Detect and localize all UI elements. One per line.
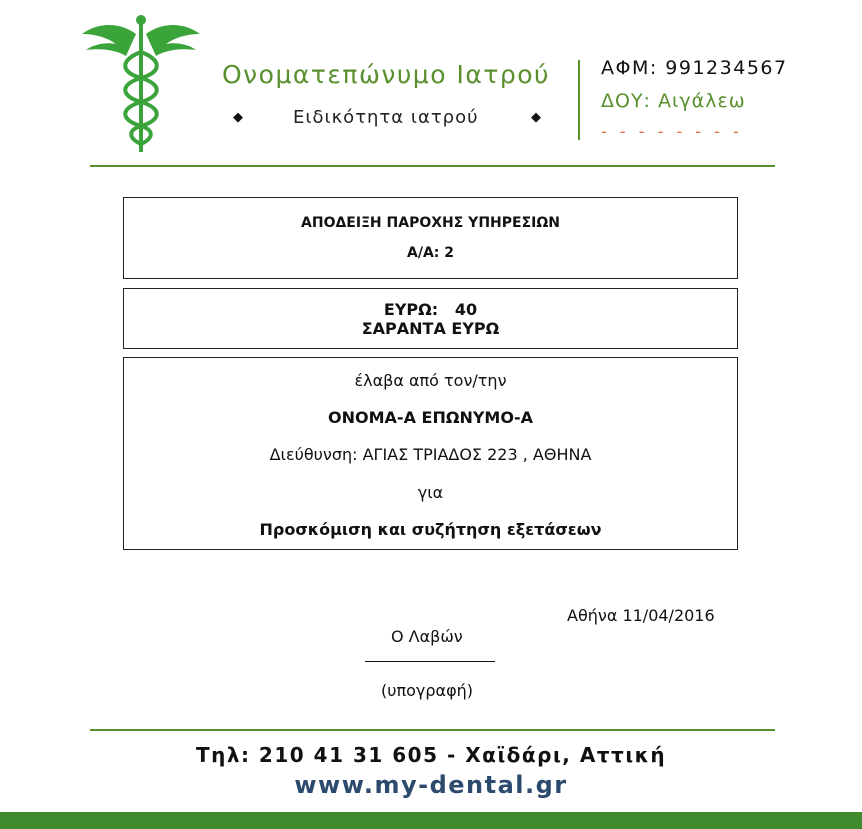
- header-rule: [90, 165, 775, 167]
- patient-name: ΟΝΟΜΑ-Α ΕΠΩΝΥΜΟ-Α: [328, 408, 533, 427]
- receipt-date: Αθήνα 11/04/2016: [567, 606, 715, 625]
- bullet-icon: ◆: [531, 110, 541, 125]
- signature-line: [365, 661, 495, 662]
- receiver-label: Ο Λαβών: [391, 627, 463, 646]
- received-from-label: έλαβα από τον/την: [354, 371, 507, 390]
- service-description: Προσκόμιση και συζήτηση εξετάσεων: [259, 520, 602, 539]
- details-box: [123, 357, 738, 550]
- tax-office: ΔΟΥ: Αιγάλεω: [601, 90, 746, 112]
- receipt-title-box: [123, 197, 738, 279]
- patient-address: Διεύθυνση: ΑΓΙΑΣ ΤΡΙΑΔΟΣ 223 , ΑΘΗΝΑ: [269, 445, 592, 464]
- doctor-name: Ονοματεπώνυμο Ιατρού: [222, 60, 550, 89]
- footer-rule: [90, 729, 775, 731]
- dashed-line: - - - - - - - -: [601, 122, 743, 141]
- for-label: για: [417, 483, 444, 502]
- website-link[interactable]: www.my-dental.gr: [294, 771, 568, 799]
- receipt-number: Α/Α: 2: [407, 245, 454, 261]
- signature-label: (υπογραφή): [381, 681, 474, 700]
- bullet-icon: ◆: [233, 110, 243, 125]
- contact-phone: Τηλ: 210 41 31 605 - Χαϊδάρι, Αττική: [195, 743, 667, 767]
- amount-box: [123, 288, 738, 349]
- footer-bar: [0, 812, 862, 829]
- amount-words: ΣΑΡΑΝΤΑ ΕΥΡΩ: [361, 319, 500, 338]
- tax-id: ΑΦΜ: 991234567: [601, 57, 788, 79]
- amount-value: ΕΥΡΩ: 40: [383, 300, 478, 319]
- receipt-title: ΑΠΟΔΕΙΞΗ ΠΑΡΟΧΗΣ ΥΠΗΡΕΣΙΩΝ: [301, 215, 560, 231]
- header-divider: [578, 60, 580, 140]
- caduceus-icon: [80, 12, 202, 154]
- doctor-specialty: Ειδικότητα ιατρού: [293, 107, 479, 128]
